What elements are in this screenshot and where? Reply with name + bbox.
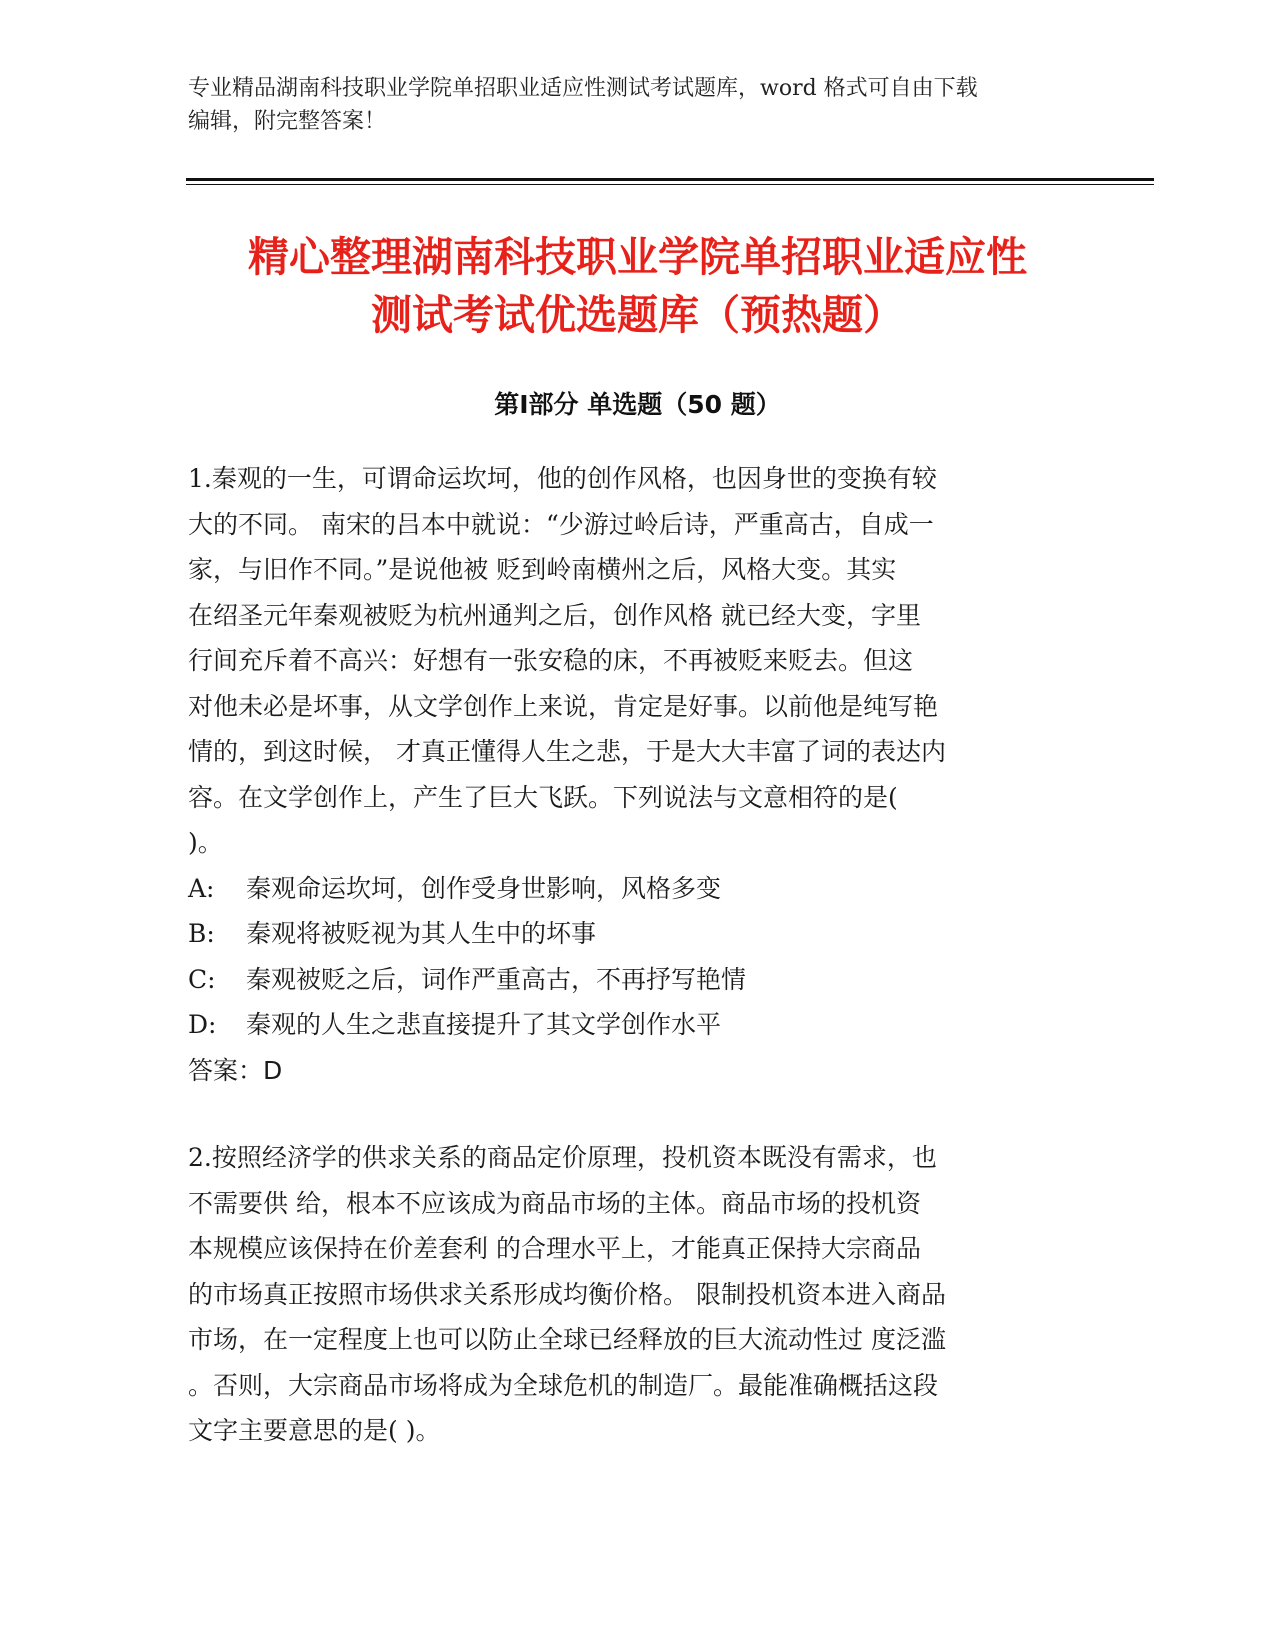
document-title-line-2: 测试考试优选题库（预热题） xyxy=(371,291,904,339)
option-text: 秦观的人生之悲直接提升了其文学创作水平 xyxy=(246,1010,722,1039)
document-title xyxy=(140,228,1135,344)
question-1-option-d xyxy=(188,1002,1068,1048)
question-2-line: 市场，在一定程度上也可以防止全球已经释放的巨大流动性过 度泛滥 xyxy=(188,1325,946,1354)
question-1-line: 容。在文学创作上，产生了巨大飞跃。下列说法与文意相符的是( xyxy=(188,782,898,812)
option-key: C: xyxy=(188,964,216,994)
header-divider-thin xyxy=(186,184,1154,185)
question-1-line: )。 xyxy=(188,828,223,857)
option-key: B: xyxy=(188,919,215,948)
option-text: 秦观被贬之后，词作严重高古，不再抒写艳情 xyxy=(246,964,747,994)
option-key: A: xyxy=(188,873,215,903)
question-1-line: 在绍圣元年秦观被贬为杭州通判之后，创作风格 就已经大变，字里 xyxy=(188,600,921,630)
question-2-line: 本规模应该保持在价差套利 的合理水平上，才能真正保持大宗商品 xyxy=(188,1234,921,1263)
question-1 xyxy=(188,456,1068,1093)
question-1-option-a xyxy=(188,866,1068,912)
question-2-line: 不需要供 给，根本不应该成为商品市场的主体。商品市场的投机资 xyxy=(188,1188,921,1218)
question-1-line: 行间充斥着不高兴：好想有一张安稳的床，不再被贬来贬去。但这 xyxy=(188,646,914,675)
question-1-answer: 答案：D xyxy=(188,1055,283,1085)
question-1-line: 对他未必是坏事，从文学创作上来说，肯定是好事。以前他是纯写艳 xyxy=(188,691,939,721)
question-2-line: 文字主要意思的是( )。 xyxy=(188,1416,441,1445)
question-1-line: 大的不同。 南宋的吕本中就说：“少游过岭后诗，严重高古，自成一 xyxy=(188,509,934,539)
question-2-line: 。否则，大宗商品市场将成为全球危机的制造厂。最能准确概括这段 xyxy=(188,1370,939,1400)
option-text: 秦观将被贬视为其人生中的坏事 xyxy=(246,919,597,948)
question-1-line: 1.秦观的一生，可谓命运坎坷，他的创作风格，也因身世的变换有较 xyxy=(188,464,937,493)
question-2-line: 的市场真正按照市场供求关系形成均衡价格。 限制投机资本进入商品 xyxy=(188,1279,946,1309)
section-heading: 第Ⅰ部分 单选题（50 题） xyxy=(494,390,781,419)
header-note xyxy=(188,72,1068,138)
question-1-option-b xyxy=(188,911,1068,957)
option-text: 秦观命运坎坷，创作受身世影响，风格多变 xyxy=(246,873,722,903)
question-2-line: 2.按照经济学的供求关系的商品定价原理，投机资本既没有需求，也 xyxy=(188,1143,937,1172)
question-1-line: 家，与旧作不同。”是说他被 贬到岭南横州之后，风格大变。其实 xyxy=(188,555,897,584)
header-divider-thick xyxy=(186,178,1154,181)
question-1-line: 情的，到这时候， 才真正懂得人生之悲，于是大大丰富了词的表达内 xyxy=(188,737,946,766)
option-key: D: xyxy=(188,1010,217,1039)
question-1-option-c xyxy=(188,957,1068,1003)
document-title-line-1: 精心整理湖南科技职业学院单招职业适应性 xyxy=(248,233,1027,281)
header-note-line-1: 专业精品湖南科技职业学院单招职业适应性测试考试题库，word 格式可自由下载 xyxy=(188,76,978,101)
question-2 xyxy=(188,1135,1068,1454)
header-note-line-2: 编辑，附完整答案！ xyxy=(188,109,387,134)
